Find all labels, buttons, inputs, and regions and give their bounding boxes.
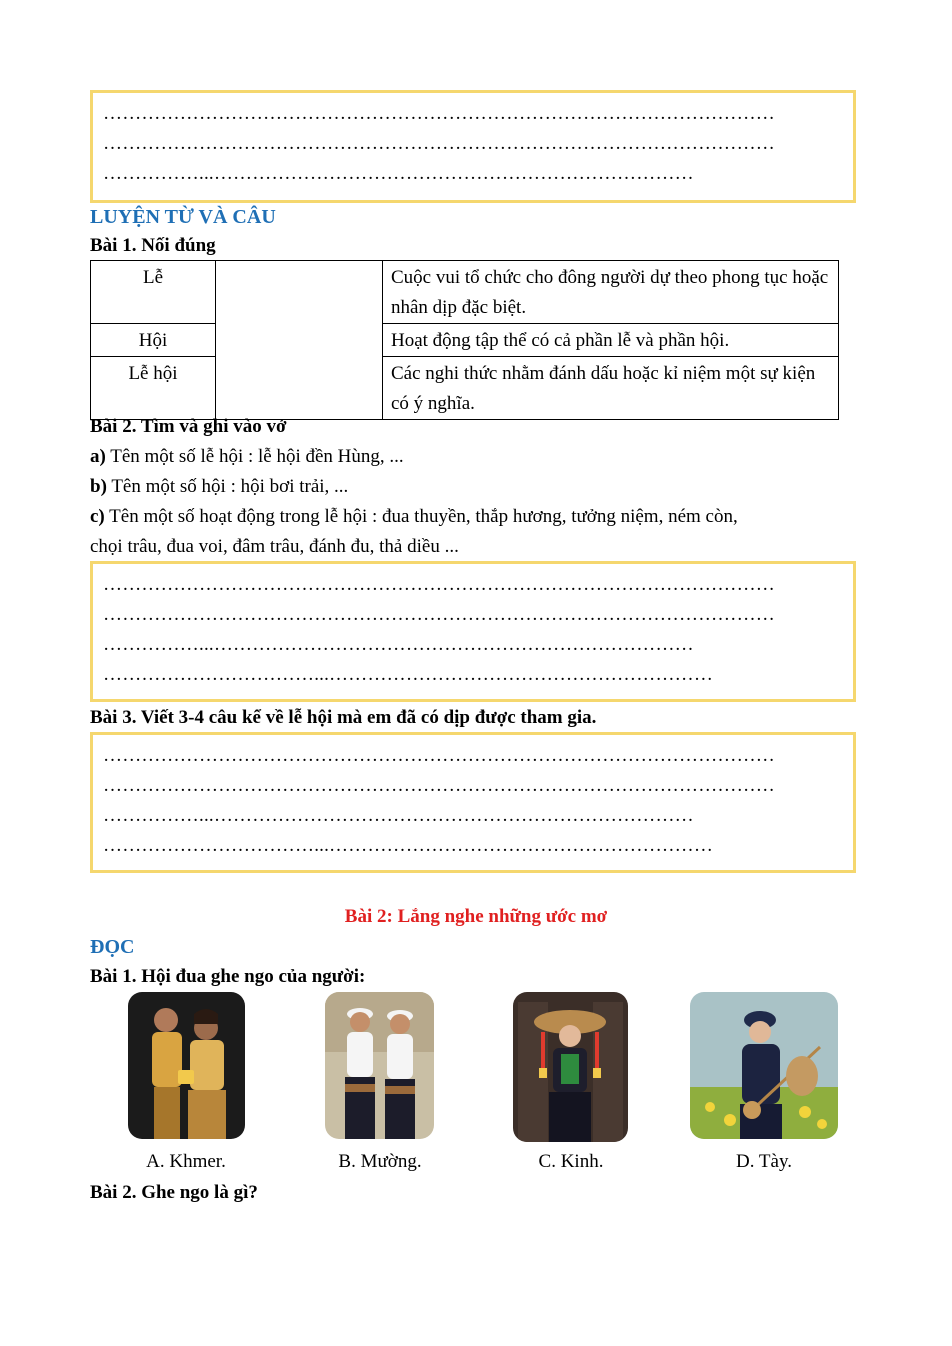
bai2-item-c-continued: chọi trâu, đua voi, đâm trâu, đánh đu, thả diều ... xyxy=(90,536,459,557)
option-d[interactable]: D. Tày. xyxy=(736,1151,792,1172)
definition-cell[interactable]: Các nghi thức nhằm đánh dấu hoặc kỉ niệm một sự kiện có ý nghĩa. xyxy=(383,357,839,420)
option-b[interactable]: B. Mường. xyxy=(338,1151,422,1172)
definition-cell[interactable]: Cuộc vui tổ chức cho đông người dự theo phong tục hoặc nhân dịp đặc biệt. xyxy=(383,261,839,324)
answer-box-top[interactable] xyxy=(90,90,856,203)
khmer-couple-illustration xyxy=(128,992,245,1139)
term-cell[interactable]: Lễ hội xyxy=(91,357,216,420)
dotted-line: …………………………………………………………………………………………… xyxy=(103,745,775,766)
term-cell[interactable]: Lễ xyxy=(91,261,216,324)
bai3-title: Bài 3. Viết 3-4 câu kể về lễ hội mà em đã có dịp được tham gia. xyxy=(90,707,597,728)
dotted-line: …………………………………………………………………………………………… xyxy=(103,775,775,796)
photo-kinh[interactable] xyxy=(513,992,628,1142)
doc-bai1-title: Bài 1. Hội đua ghe ngo của người: xyxy=(90,966,366,987)
bai2-title: Bài 2. Tìm và ghi vào vở xyxy=(90,416,287,437)
option-a[interactable]: A. Khmer. xyxy=(146,1151,226,1172)
lesson2-title: Bài 2: Lắng nghe những ước mơ xyxy=(344,906,608,927)
dotted-line: ……………………………...…………………………………………………… xyxy=(103,835,714,856)
item-label: c) xyxy=(90,506,105,527)
item-text: Tên một số hội : hội bơi trải, ... xyxy=(106,476,349,497)
option-c[interactable]: C. Kinh. xyxy=(538,1151,604,1172)
dotted-line: ……………...………………………………………………………………… xyxy=(103,163,694,184)
item-label: b) xyxy=(90,476,107,497)
dotted-line: …………………………………………………………………………………………… xyxy=(103,103,775,124)
dotted-line: ……………………………...…………………………………………………… xyxy=(103,664,714,685)
kinh-woman-illustration xyxy=(513,992,628,1142)
muong-girls-illustration xyxy=(325,992,434,1139)
bai2-item-b xyxy=(90,472,348,502)
dotted-line: ……………...………………………………………………………………… xyxy=(103,634,694,655)
item-text: Tên một số hoạt động trong lễ hội : đua thuyền, thắp hương, tưởng niệm, ném còn, xyxy=(104,506,738,527)
tay-woman-illustration xyxy=(690,992,838,1139)
matching-gap xyxy=(216,261,383,420)
dotted-line: …………………………………………………………………………………………… xyxy=(103,604,775,625)
section-heading-doc: ĐỌC xyxy=(90,936,135,958)
photo-khmer[interactable] xyxy=(128,992,245,1139)
dotted-line: ……………...………………………………………………………………… xyxy=(103,805,694,826)
definition-cell[interactable]: Hoạt động tập thể có cả phần lễ và phần hội. xyxy=(383,324,839,357)
matching-table xyxy=(90,260,839,420)
item-text: Tên một số lễ hội : lễ hội đền Hùng, ... xyxy=(105,446,404,467)
bai1-title: Bài 1. Nối đúng xyxy=(90,235,216,256)
answer-box-bai3[interactable] xyxy=(90,732,856,873)
photo-tay[interactable] xyxy=(690,992,838,1139)
answer-box-bai2[interactable] xyxy=(90,561,856,702)
item-label: a) xyxy=(90,446,106,467)
bai2-item-a xyxy=(90,442,404,472)
dotted-line: …………………………………………………………………………………………… xyxy=(103,133,775,154)
bai2-item-c xyxy=(90,502,738,532)
doc-bai2-title: Bài 2. Ghe ngo là gì? xyxy=(90,1182,258,1203)
term-cell[interactable]: Hội xyxy=(91,324,216,357)
dotted-line: …………………………………………………………………………………………… xyxy=(103,574,775,595)
section-heading-luyen-tu: LUYỆN TỪ VÀ CÂU xyxy=(90,206,276,228)
photo-muong[interactable] xyxy=(325,992,434,1139)
